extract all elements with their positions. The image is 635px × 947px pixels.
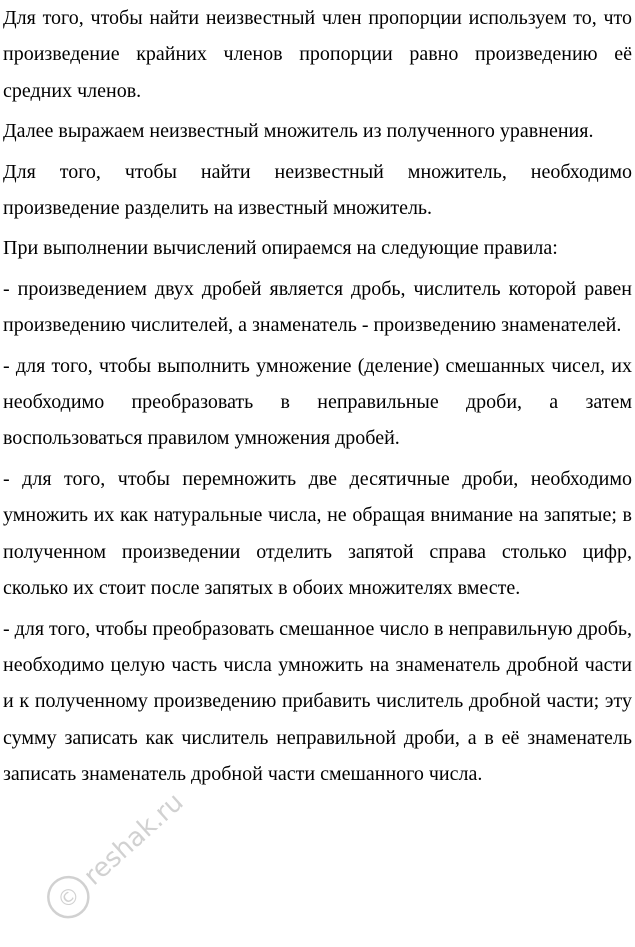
document-body [3,0,632,797]
paragraph-find-factor: Для того, чтобы найти неизвестный множитель, необходимо произведение разделить на известный множитель. [3,160,632,220]
watermark-symbol: © [52,881,86,915]
paragraph-rules-intro: При выполнении вычислений опираемся на следующие правила: [3,237,558,260]
watermark-logo [24,790,184,940]
paragraph-express-factor: Далее выражаем неизвестный множитель из полученного уравнения. [3,120,594,143]
rule-mixed-numbers: - для того, чтобы выполнить умножение (деление) смешанных чисел, их необходимо преобразовать в неправильные дроби, а затем воспользоваться правилом умножения дробей. [3,354,632,450]
paragraph-intro: Для того, чтобы найти неизвестный член пропорции используем то, что произведение крайних членов пропорции равно произведению её средних членов. [3,7,632,102]
copyright-icon [40,869,96,925]
rule-decimal-product: - для того, чтобы перемножить две десятичные дроби, необходимо умножить их как натуральные числа, не обращая внимание на запятые; в полученном произведении отделить запятой справа столько цифр, сколько их стоит после запятых в обоих множителях вместе. [3,467,632,600]
rule-mixed-to-improper: - для того, чтобы преобразовать смешанное число в неправильную дробь, необходимо целую часть числа умножить на знаменатель дробной части и к полученному произведению прибавить числитель дробной части; эту сумму записать как числитель неправильной дроби, а в её знаменатель записать знаменатель дробной части смешанного числа. [3,617,632,786]
watermark-text: reshak.ru [78,790,184,892]
rule-fraction-product: - произведением двух дробей является дробь, числитель которой равен произведению числителей, а знаменатель - произведению знаменателей. [3,277,632,337]
